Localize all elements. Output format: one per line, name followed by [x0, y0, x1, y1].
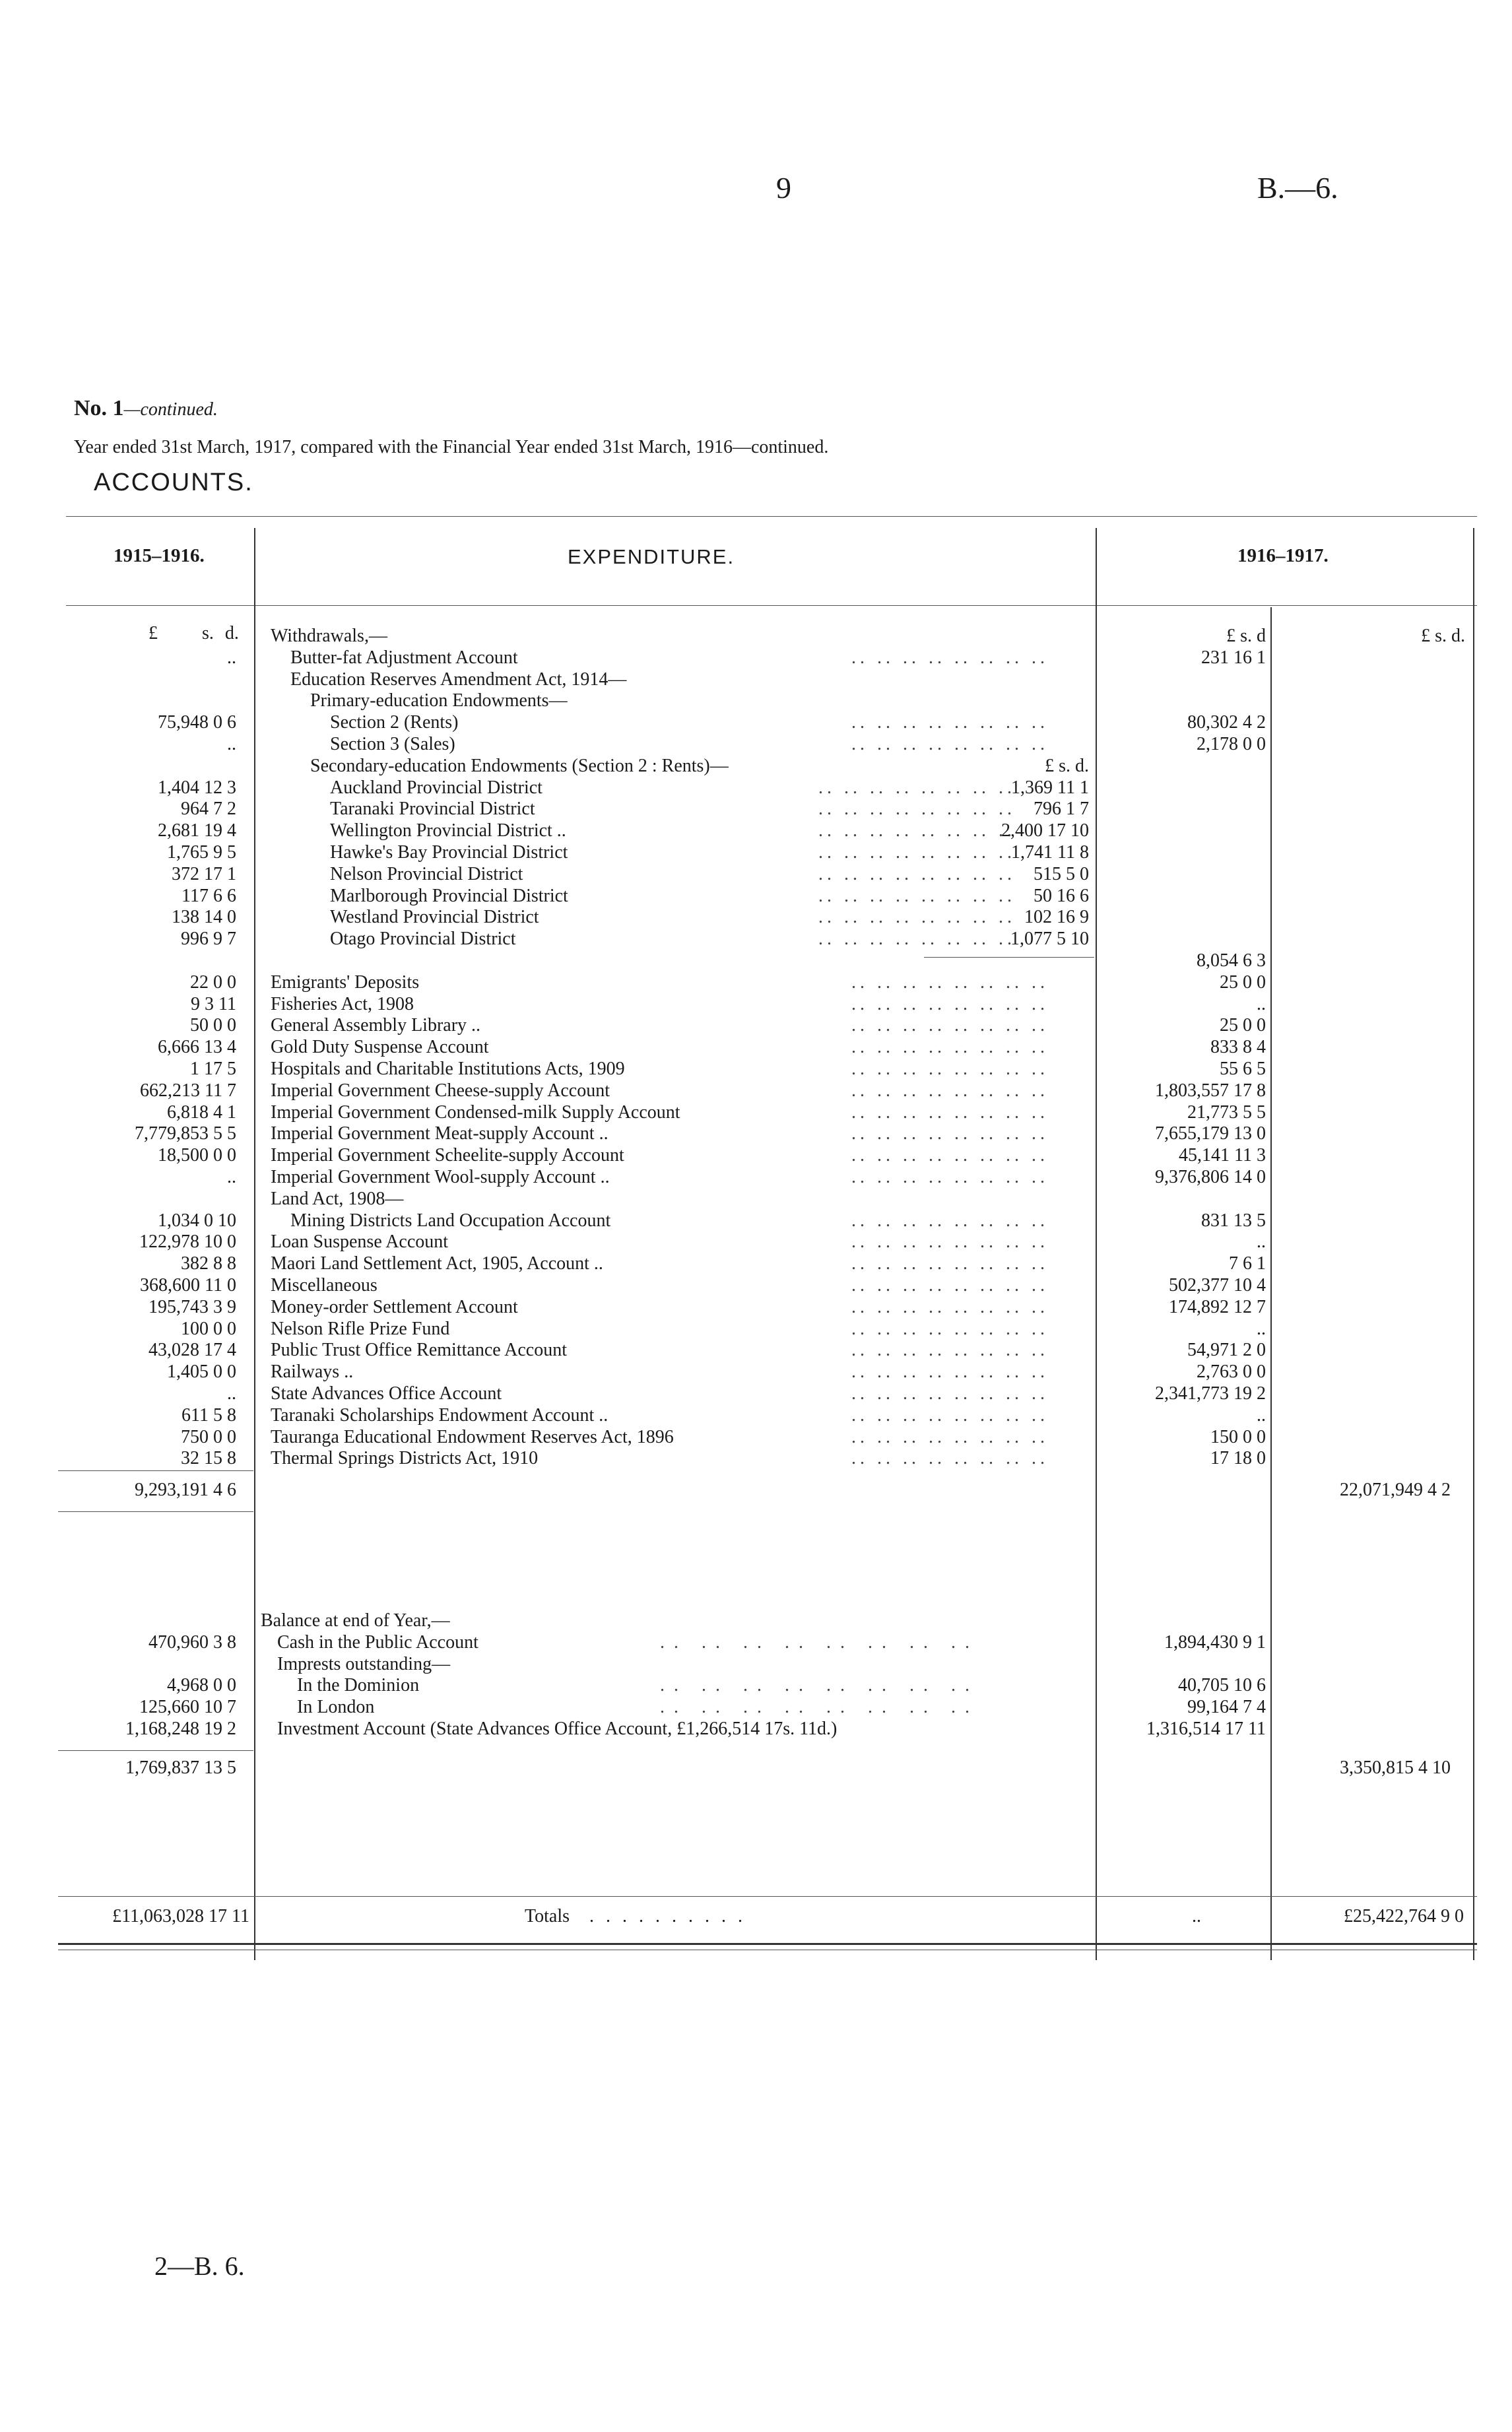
table-number: No. 1	[74, 396, 124, 420]
row-1916-amount: ..	[1257, 1405, 1266, 1426]
row-1916-amount: 21,773 5 5	[1187, 1102, 1266, 1123]
table-row	[0, 1123, 1512, 1144]
row-1915-amount: 368,600 11 0	[140, 1275, 236, 1296]
table-row	[0, 626, 1512, 647]
row-1915-amount: 750 0 0	[181, 1427, 236, 1447]
row-description: Butter-fat Adjustment Account	[290, 647, 518, 668]
row-description: Balance at end of Year,—	[261, 1610, 450, 1631]
row-description: In the Dominion	[297, 1675, 420, 1695]
row-1916-amount: 17 18 0	[1210, 1448, 1266, 1468]
row-1916-amount: 2,341,773 19 2	[1155, 1383, 1266, 1404]
balance-row	[0, 1675, 1512, 1696]
row-1916-amount: ..	[1257, 1319, 1266, 1339]
row-1916-amount: 54,971 2 0	[1187, 1340, 1266, 1360]
dot-leader: .. .. .. .. .. .. .. ..	[851, 1319, 1049, 1339]
balance-row	[0, 1654, 1512, 1675]
row-inner-amount: 796 1 7	[1034, 799, 1089, 819]
row-1916-amount: 174,892 12 7	[1169, 1297, 1266, 1317]
row-1915-amount: 195,743 3 9	[148, 1297, 236, 1317]
left-balance-total: 1,769,837 13 5	[125, 1758, 236, 1778]
row-inner-amount: £ s. d.	[1045, 756, 1089, 776]
table-row	[0, 994, 1512, 1015]
balance-row	[0, 1610, 1512, 1631]
column-header-expenditure: EXPENDITURE.	[568, 545, 735, 568]
row-inner-amount: 1,369 11 1	[1011, 777, 1089, 798]
table-row	[0, 842, 1512, 863]
row-description: Wellington Provincial District ..	[330, 820, 566, 841]
dot-leader: .. .. .. .. .. .. .. ..	[851, 1383, 1049, 1404]
table-row	[0, 690, 1512, 711]
page-footer: 2—B. 6.	[154, 2251, 245, 2281]
row-description: Imprests outstanding—	[277, 1654, 451, 1674]
totals-rule-top	[58, 1896, 1477, 1897]
row-description: Imperial Government Scheelite-supply Account	[271, 1145, 624, 1166]
column-header-1915-1916: 1915–1916.	[114, 545, 205, 566]
dot-leader: .. .. .. .. .. .. .. ..	[818, 929, 1016, 949]
row-description: Otago Provincial District	[330, 929, 516, 949]
row-description: Marlborough Provincial District	[330, 886, 568, 906]
dot-leader: .. .. .. .. .. .. .. ..	[851, 994, 1049, 1014]
table-row	[0, 1340, 1512, 1361]
table-row	[0, 1102, 1512, 1123]
left-grand-total: £11,063,028 17 11	[112, 1906, 249, 1926]
left-total-rule-top	[58, 1470, 253, 1471]
row-1915-amount: 117 6 6	[181, 886, 236, 906]
row-1915-amount: 964 7 2	[181, 799, 236, 819]
table-row	[0, 1448, 1512, 1469]
dot-leader: .. .. .. .. .. .. .. ..	[818, 907, 1016, 927]
totals-label	[525, 1906, 754, 1927]
dot-leader: .. .. .. .. .. .. .. ..	[851, 1167, 1049, 1187]
row-description: Nelson Provincial District	[330, 864, 523, 884]
dot-leader: .. .. .. .. .. .. .. ..	[818, 777, 1016, 798]
row-description: Maori Land Settlement Act, 1905, Account ..	[271, 1253, 603, 1274]
row-inner-amount: 1,077 5 10	[1010, 929, 1089, 949]
table-row	[0, 1362, 1512, 1383]
row-description: Hawke's Bay Provincial District	[330, 842, 568, 863]
table-row	[0, 1145, 1512, 1166]
shilling-header: s.	[202, 623, 214, 643]
table-row	[0, 1015, 1512, 1036]
secondary-subtotal-rule	[924, 957, 1094, 958]
row-description: Imperial Government Wool-supply Account ..	[271, 1167, 610, 1187]
row-1915-amount: 1 17 5	[190, 1059, 236, 1079]
row-description: Fisheries Act, 1908	[271, 994, 414, 1014]
table-subtitle: Year ended 31st March, 1917, compared with the Financial Year ended 31st March, 1916—continued.	[74, 437, 829, 457]
table-row	[0, 712, 1512, 733]
row-1916-amount: 99,164 7 4	[1187, 1697, 1266, 1717]
dot-leader: .. .. .. .. .. .. .. ..	[851, 1427, 1049, 1447]
table-row	[0, 1253, 1512, 1274]
row-1915-amount: 996 9 7	[181, 929, 236, 949]
table-row	[0, 886, 1512, 907]
table-row	[0, 1037, 1512, 1058]
dot-leader: .. .. .. .. .. .. .. ..	[660, 1632, 979, 1653]
table-row	[0, 1080, 1512, 1101]
table-continued: —continued.	[123, 399, 218, 420]
row-1916-amount: 2,763 0 0	[1197, 1362, 1266, 1382]
row-1916-amount: 8,054 6 3	[1197, 950, 1266, 971]
table-row	[0, 1427, 1512, 1448]
table-row	[0, 1210, 1512, 1232]
row-description: Education Reserves Amendment Act, 1914—	[290, 669, 627, 690]
row-description: Emigrants' Deposits	[271, 972, 420, 993]
dot-leader: .. .. .. .. .. .. .. ..	[851, 1080, 1049, 1101]
table-row	[0, 1189, 1512, 1210]
row-1916-amount: 7 6 1	[1229, 1253, 1266, 1274]
dot-leader: .. .. .. .. .. .. .. ..	[851, 1448, 1049, 1468]
page-number: 9	[776, 171, 791, 205]
row-1915-amount: 100 0 0	[181, 1319, 236, 1339]
header-bottom-rule	[66, 605, 1477, 606]
row-1916-amount: 231 16 1	[1201, 647, 1266, 668]
row-1915-amount: 32 15 8	[181, 1448, 236, 1468]
table-row	[0, 799, 1512, 820]
pence-header: d.	[224, 623, 239, 643]
left-balance-rule-top	[58, 1750, 253, 1751]
table-row	[0, 777, 1512, 799]
row-description: Money-order Settlement Account	[271, 1297, 518, 1317]
row-1916-amount: 9,376,806 14 0	[1155, 1167, 1266, 1187]
row-inner-amount: 2,400 17 10	[1001, 820, 1089, 841]
dot-leader: .. .. .. .. .. .. .. ..	[851, 1340, 1049, 1360]
row-description: Investment Account (State Advances Office Account, £1,266,514 17s. 11d.)	[277, 1719, 838, 1739]
row-description: Section 2 (Rents)	[330, 712, 459, 733]
row-1915-amount: 9 3 11	[191, 994, 236, 1014]
row-1916-amount: £ s. d	[1226, 626, 1266, 646]
totals-leader: ..........	[589, 1906, 755, 1926]
balance-row	[0, 1697, 1512, 1718]
row-1915-amount: 75,948 0 6	[158, 712, 236, 733]
totals-rule-bottom	[58, 1943, 1477, 1945]
row-1916-amount: 1,316,514 17 11	[1146, 1719, 1266, 1739]
row-1915-amount: 2,681 19 4	[158, 820, 236, 841]
row-description: Public Trust Office Remittance Account	[271, 1340, 567, 1360]
document-reference: B.—6.	[1257, 171, 1338, 205]
dot-leader: .. .. .. .. .. .. .. ..	[818, 820, 1016, 841]
row-description: Imperial Government Meat-supply Account ..	[271, 1123, 608, 1144]
table-row	[0, 1167, 1512, 1188]
row-1916-amount: 150 0 0	[1210, 1427, 1266, 1447]
dot-leader: .. .. .. .. .. .. .. ..	[851, 1232, 1049, 1252]
table-row	[0, 950, 1512, 971]
dot-leader: .. .. .. .. .. .. .. ..	[851, 1362, 1049, 1382]
row-description: Nelson Rifle Prize Fund	[271, 1319, 450, 1339]
middle-grand-total: ..	[1192, 1906, 1201, 1926]
table-row	[0, 1297, 1512, 1318]
table-top-rule	[66, 516, 1477, 517]
row-1916-amount: 1,803,557 17 8	[1155, 1080, 1266, 1101]
row-description: Auckland Provincial District	[330, 777, 542, 798]
table-row	[0, 756, 1512, 777]
row-description: Primary-education Endowments—	[310, 690, 568, 711]
row-description: Miscellaneous	[271, 1275, 378, 1296]
balance-row	[0, 1632, 1512, 1653]
section-heading: ACCOUNTS.	[94, 469, 253, 496]
row-1916-amount: 7,655,179 13 0	[1155, 1123, 1266, 1144]
table-row	[0, 1319, 1512, 1340]
table-row	[0, 907, 1512, 928]
row-description: Imperial Government Cheese-supply Account	[271, 1080, 610, 1101]
row-1915-amount: 1,034 0 10	[158, 1210, 236, 1231]
table-row	[0, 864, 1512, 885]
row-right-amount: £ s. d.	[1421, 626, 1465, 646]
dot-leader: .. .. .. .. .. .. .. ..	[851, 1210, 1049, 1231]
row-1915-amount: 7,779,853 5 5	[135, 1123, 236, 1144]
row-1916-amount: 502,377 10 4	[1169, 1275, 1266, 1296]
row-1916-amount: 80,302 4 2	[1187, 712, 1266, 733]
row-inner-amount: 1,741 11 8	[1011, 842, 1089, 863]
row-1915-amount: ..	[227, 647, 236, 668]
row-description: Thermal Springs Districts Act, 1910	[271, 1448, 539, 1468]
row-1916-amount: ..	[1257, 994, 1266, 1014]
dot-leader: .. .. .. .. .. .. .. ..	[851, 1253, 1049, 1274]
row-description: State Advances Office Account	[271, 1383, 502, 1404]
row-description: General Assembly Library ..	[271, 1015, 481, 1035]
row-description: Imperial Government Condensed-milk Supply Account	[271, 1102, 680, 1123]
dot-leader: .. .. .. .. .. .. .. ..	[818, 842, 1016, 863]
table-row	[0, 1405, 1512, 1426]
row-1916-amount: 2,178 0 0	[1197, 734, 1266, 754]
table-row	[0, 734, 1512, 755]
row-1915-amount: 138 14 0	[172, 907, 236, 927]
row-description: Gold Duty Suspense Account	[271, 1037, 489, 1057]
dot-leader: .. .. .. .. .. .. .. ..	[818, 864, 1016, 884]
table-row	[0, 929, 1512, 950]
table-row	[0, 1383, 1512, 1404]
left-total-rule-bottom	[58, 1511, 253, 1512]
table-row	[0, 1275, 1512, 1296]
dot-leader: .. .. .. .. .. .. .. ..	[851, 712, 1049, 733]
table-row	[0, 820, 1512, 841]
dot-leader: .. .. .. .. .. .. .. ..	[851, 1123, 1049, 1144]
row-1915-amount: 372 17 1	[172, 864, 236, 884]
row-description: Hospitals and Charitable Institutions Acts, 1909	[271, 1059, 625, 1079]
row-description: Cash in the Public Account	[277, 1632, 478, 1653]
dot-leader: .. .. .. .. .. .. .. ..	[851, 1275, 1049, 1296]
right-balance-total: 3,350,815 4 10	[1340, 1758, 1451, 1778]
dot-leader: .. .. .. .. .. .. .. ..	[851, 1037, 1049, 1057]
dot-leader: .. .. .. .. .. .. .. ..	[851, 1145, 1049, 1166]
dot-leader: .. .. .. .. .. .. .. ..	[851, 647, 1049, 668]
row-description: Taranaki Scholarships Endowment Account ..	[271, 1405, 608, 1426]
row-1915-amount: 43,028 17 4	[148, 1340, 236, 1360]
row-1915-amount: 50 0 0	[190, 1015, 236, 1035]
dot-leader: .. .. .. .. .. .. .. ..	[851, 972, 1049, 993]
row-description: Railways ..	[271, 1362, 354, 1382]
dot-leader: .. .. .. .. .. .. .. ..	[660, 1697, 979, 1717]
row-1915-amount: 1,168,248 19 2	[125, 1719, 236, 1739]
row-1915-amount: 18,500 0 0	[158, 1145, 236, 1166]
column-header-1916-1917: 1916–1917.	[1237, 545, 1329, 566]
balance-row	[0, 1719, 1512, 1740]
row-1915-amount: 22 0 0	[190, 972, 236, 993]
row-inner-amount: 102 16 9	[1024, 907, 1089, 927]
left-withdrawals-total: 9,293,191 4 6	[135, 1480, 236, 1500]
totals-label-text: Totals	[525, 1906, 570, 1926]
row-1915-amount: 611 5 8	[181, 1405, 236, 1426]
table-row	[0, 647, 1512, 669]
row-1916-amount: 1,894,430 9 1	[1164, 1632, 1266, 1653]
row-description: Secondary-education Endowments (Section 2 : Rents)—	[310, 756, 729, 776]
row-1915-amount: 1,405 0 0	[167, 1362, 236, 1382]
table-row	[0, 1232, 1512, 1253]
row-1916-amount: 831 13 5	[1201, 1210, 1266, 1231]
row-description: Westland Provincial District	[330, 907, 539, 927]
row-1915-amount: 662,213 11 7	[140, 1080, 236, 1101]
row-1916-amount: 40,705 10 6	[1178, 1675, 1266, 1695]
dot-leader: .. .. .. .. .. .. .. ..	[851, 734, 1049, 754]
row-description: Withdrawals,—	[271, 626, 387, 646]
row-1916-amount: 45,141 11 3	[1179, 1145, 1266, 1166]
table-row	[0, 669, 1512, 690]
row-1916-amount: 833 8 4	[1210, 1037, 1266, 1057]
row-inner-amount: 515 5 0	[1034, 864, 1089, 884]
row-1915-amount: 122,978 10 0	[139, 1232, 236, 1252]
row-1915-amount: 6,666 13 4	[158, 1037, 236, 1057]
right-withdrawals-total: 22,071,949 4 2	[1340, 1480, 1451, 1500]
row-description: In London	[297, 1697, 375, 1717]
row-1915-amount: ..	[227, 734, 236, 754]
dot-leader: .. .. .. .. .. .. .. ..	[851, 1102, 1049, 1123]
pound-header: £	[148, 623, 158, 643]
right-grand-total: £25,422,764 9 0	[1344, 1906, 1464, 1926]
row-1915-amount: 125,660 10 7	[139, 1697, 236, 1717]
row-1915-amount: ..	[227, 1167, 236, 1187]
row-description: Tauranga Educational Endowment Reserves Act, 1896	[271, 1427, 674, 1447]
row-1915-amount: 6,818 4 1	[167, 1102, 236, 1123]
row-description: Mining Districts Land Occupation Account	[290, 1210, 611, 1231]
row-1915-amount: 470,960 3 8	[148, 1632, 236, 1653]
row-1916-amount: 25 0 0	[1220, 972, 1266, 993]
row-1915-amount: ..	[227, 1383, 236, 1404]
row-description: Loan Suspense Account	[271, 1232, 449, 1252]
row-inner-amount: 50 16 6	[1034, 886, 1089, 906]
row-1916-amount: 25 0 0	[1220, 1015, 1266, 1035]
row-1915-amount: 1,404 12 3	[158, 777, 236, 798]
dot-leader: .. .. .. .. .. .. .. ..	[818, 886, 1016, 906]
table-row	[0, 1059, 1512, 1080]
row-description: Section 3 (Sales)	[330, 734, 455, 754]
row-1916-amount: 55 6 5	[1220, 1059, 1266, 1079]
row-1916-amount: ..	[1257, 1232, 1266, 1252]
row-description: Taranaki Provincial District	[330, 799, 535, 819]
row-1915-amount: 1,765 9 5	[167, 842, 236, 863]
row-1915-amount: 382 8 8	[181, 1253, 236, 1274]
table-row	[0, 972, 1512, 993]
dot-leader: .. .. .. .. .. .. .. ..	[851, 1405, 1049, 1426]
row-description: Land Act, 1908—	[271, 1189, 404, 1209]
dot-leader: .. .. .. .. .. .. .. ..	[851, 1059, 1049, 1079]
dot-leader: .. .. .. .. .. .. .. ..	[851, 1297, 1049, 1317]
dot-leader: .. .. .. .. .. .. .. ..	[851, 1015, 1049, 1035]
row-1915-amount: 4,968 0 0	[167, 1675, 236, 1695]
dot-leader: .. .. .. .. .. .. .. ..	[660, 1675, 979, 1695]
dot-leader: .. .. .. .. .. .. .. ..	[818, 799, 1016, 819]
